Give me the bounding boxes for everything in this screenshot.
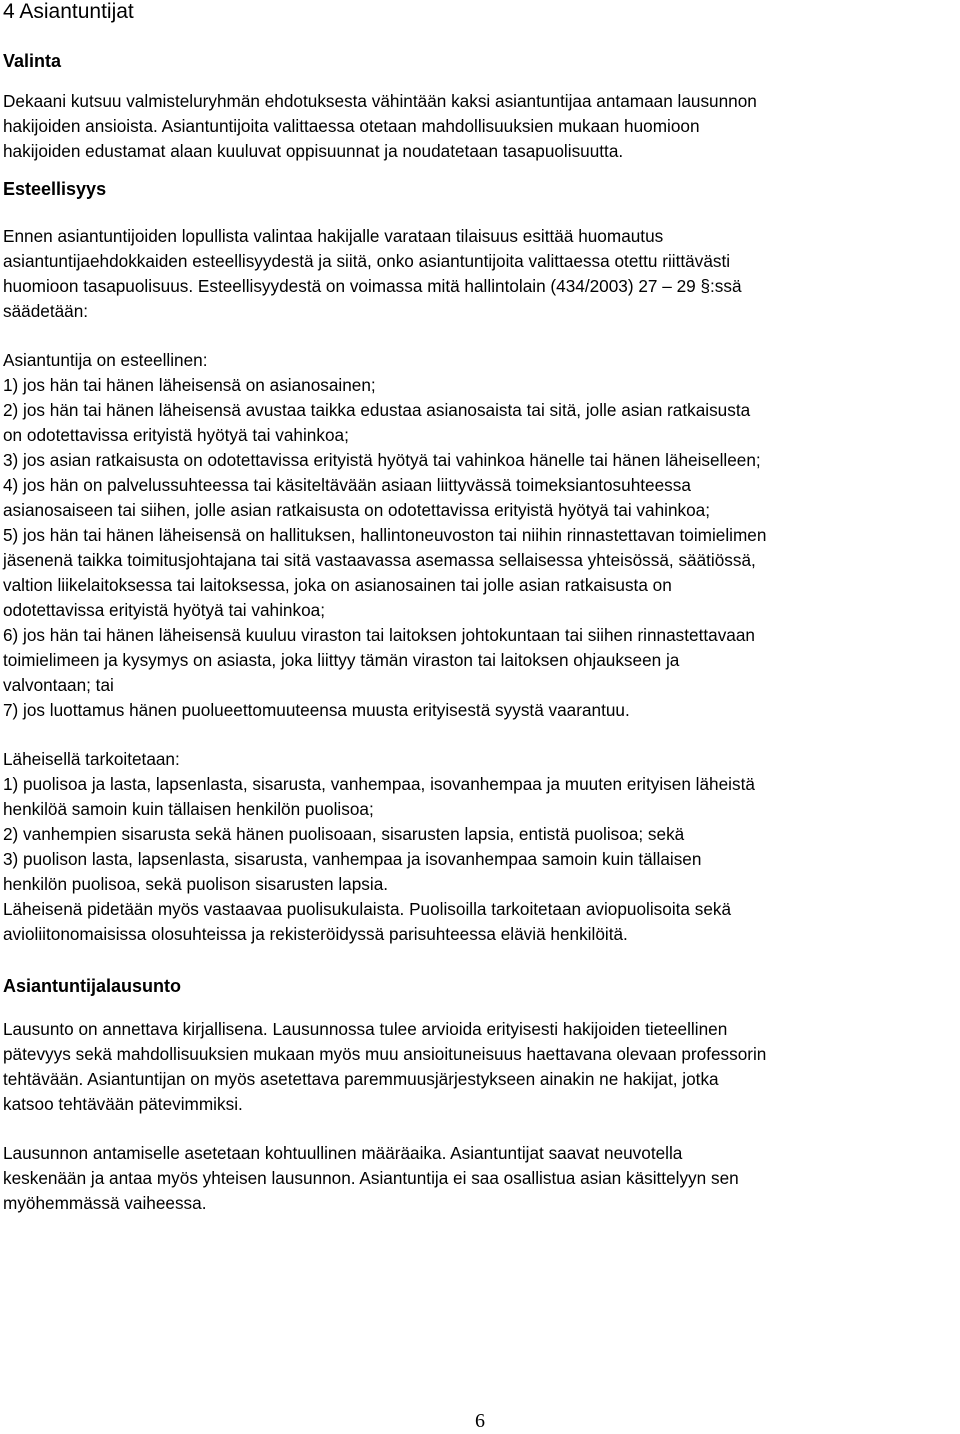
text-line: 3) puolison lasta, lapsenlasta, sisarusta, vanhempaa ja isovanhempaa samoin kuin tällaisen bbox=[3, 849, 702, 869]
text-line: myöhemmässä vaiheessa. bbox=[3, 1193, 207, 1213]
text-line: 7) jos luottamus hänen puolueettomuuteensa muusta erityisestä syystä vaarantuu. bbox=[3, 700, 630, 720]
text-line: hakijoiden edustamat alaan kuuluvat oppisuunnat ja noudatetaan tasapuolisuutta. bbox=[3, 141, 624, 161]
text-line: tehtävään. Asiantuntijan on myös asetettava paremmuusjärjestykseen ainakin ne hakijat, jotka bbox=[3, 1069, 719, 1089]
text-line: avioliitonomaisissa olosuhteissa ja rekisteröidyssä parisuhteessa eläviä henkilöitä. bbox=[3, 924, 628, 944]
text-line: 1) puolisoa ja lasta, lapsenlasta, sisarusta, vanhempaa, isovanhempaa ja muuten erityisen läheistä bbox=[3, 774, 755, 794]
text-line: valtion liikelaitoksessa tai laitoksessa, joka on asianosainen tai jolle asian ratkaisusta on bbox=[3, 575, 672, 595]
text-line: Läheisenä pidetään myös vastaavaa puolisukulaista. Puolisoilla tarkoitetaan aviopuolisoita sekä bbox=[3, 899, 732, 919]
section-title-valinta: Valinta bbox=[3, 51, 62, 71]
text-line: henkilöä samoin kuin tällaisen henkilön puolisoa; bbox=[3, 799, 374, 819]
text-line: asianosaiseen tai siihen, jolle asian ratkaisusta on odotettavissa erityistä hyötyä tai vahinkoa; bbox=[3, 500, 711, 520]
text-line: henkilön puolisoa, sekä puolison sisarusten lapsia. bbox=[3, 874, 389, 894]
chapter-heading: 4 Asiantuntijat bbox=[3, 0, 134, 23]
paragraph-valinta bbox=[3, 89, 958, 164]
text-line: Lausunto on annettava kirjallisena. Lausunnossa tulee arvioida erityisesti hakijoiden tieteellinen bbox=[3, 1019, 728, 1039]
text-line: Asiantuntija on esteellinen: bbox=[3, 350, 208, 370]
paragraph-esteellisyys-relatives bbox=[3, 747, 958, 947]
text-line: 1) jos hän tai hänen läheisensä on asianosainen; bbox=[3, 375, 376, 395]
text-line: Ennen asiantuntijoiden lopullista valintaa hakijalle varataan tilaisuus esittää huomautus bbox=[3, 226, 664, 246]
page-number: 6 bbox=[475, 1410, 485, 1432]
text-line: Lausunnon antamiselle asetetaan kohtuullinen määräaika. Asiantuntijat saavat neuvotella bbox=[3, 1143, 683, 1163]
text-line: hakijoiden ansioista. Asiantuntijoita valittaessa otetaan mahdollisuuksien mukaan huomioon bbox=[3, 116, 700, 136]
text-line: 2) vanhempien sisarusta sekä hänen puolisoaan, sisarusten lapsia, entistä puolisoa; sekä bbox=[3, 824, 685, 844]
section-title-esteellisyys: Esteellisyys bbox=[3, 179, 107, 199]
text-line: 2) jos hän tai hänen läheisensä avustaa taikka edustaa asianosaista tai sitä, jolle asian ratkaisusta bbox=[3, 400, 751, 420]
text-line: pätevyys sekä mahdollisuuksien mukaan myös muu ansioituneisuus haettavana olevaan professorin bbox=[3, 1044, 767, 1064]
document-page bbox=[3, 0, 958, 1216]
text-line: on odotettavissa erityistä hyötyä tai vahinkoa; bbox=[3, 425, 349, 445]
text-line: jäsenenä taikka toimitusjohtajana tai sitä vastaavassa asemassa sellaisessa yhteisössä, säätiössä, bbox=[3, 550, 756, 570]
section-title-asiantuntijalausunto: Asiantuntijalausunto bbox=[3, 976, 182, 996]
paragraph-esteellisyys-intro bbox=[3, 224, 958, 324]
text-line: valvontaan; tai bbox=[3, 675, 114, 695]
text-line: asiantuntijaehdokkaiden esteellisyydestä ja siitä, onko asiantuntijoita valittaessa otettu riittävästi bbox=[3, 251, 731, 271]
text-line: odotettavissa erityistä hyötyä tai vahinkoa; bbox=[3, 600, 325, 620]
text-line: 4) jos hän on palvelussuhteessa tai käsiteltävään asiaan liittyvässä toimeksiantosuhteessa bbox=[3, 475, 691, 495]
text-line: Dekaani kutsuu valmisteluryhmän ehdotuksesta vähintään kaksi asiantuntijaa antamaan lausunnon bbox=[3, 91, 757, 111]
text-line: säädetään: bbox=[3, 301, 89, 321]
paragraph-lausunto-1 bbox=[3, 1017, 958, 1117]
text-line: 6) jos hän tai hänen läheisensä kuuluu viraston tai laitoksen johtokuntaan tai siihen rinnastettavaan bbox=[3, 625, 755, 645]
text-line: 5) jos hän tai hänen läheisensä on hallituksen, hallintoneuvoston tai niihin rinnastettavan toimielimen bbox=[3, 525, 767, 545]
text-line: katsoo tehtävään pätevimmiksi. bbox=[3, 1094, 243, 1114]
text-line: keskenään ja antaa myös yhteisen lausunnon. Asiantuntija ei saa osallistua asian käsittelyyn sen bbox=[3, 1168, 739, 1188]
text-line: toimielimeen ja kysymys on asiasta, joka liittyy tämän viraston tai laitoksen ohjaukseen ja bbox=[3, 650, 680, 670]
text-line: huomioon tasapuolisuus. Esteellisyydestä on voimassa mitä hallintolain (434/2003) 27 – 29 §:ssä bbox=[3, 276, 742, 296]
text-line: Läheisellä tarkoitetaan: bbox=[3, 749, 180, 769]
text-line: 3) jos asian ratkaisusta on odotettavissa erityistä hyötyä tai vahinkoa hänelle tai hänen läheiselleen; bbox=[3, 450, 761, 470]
paragraph-esteellisyys-list bbox=[3, 348, 958, 723]
paragraph-lausunto-2 bbox=[3, 1141, 958, 1216]
